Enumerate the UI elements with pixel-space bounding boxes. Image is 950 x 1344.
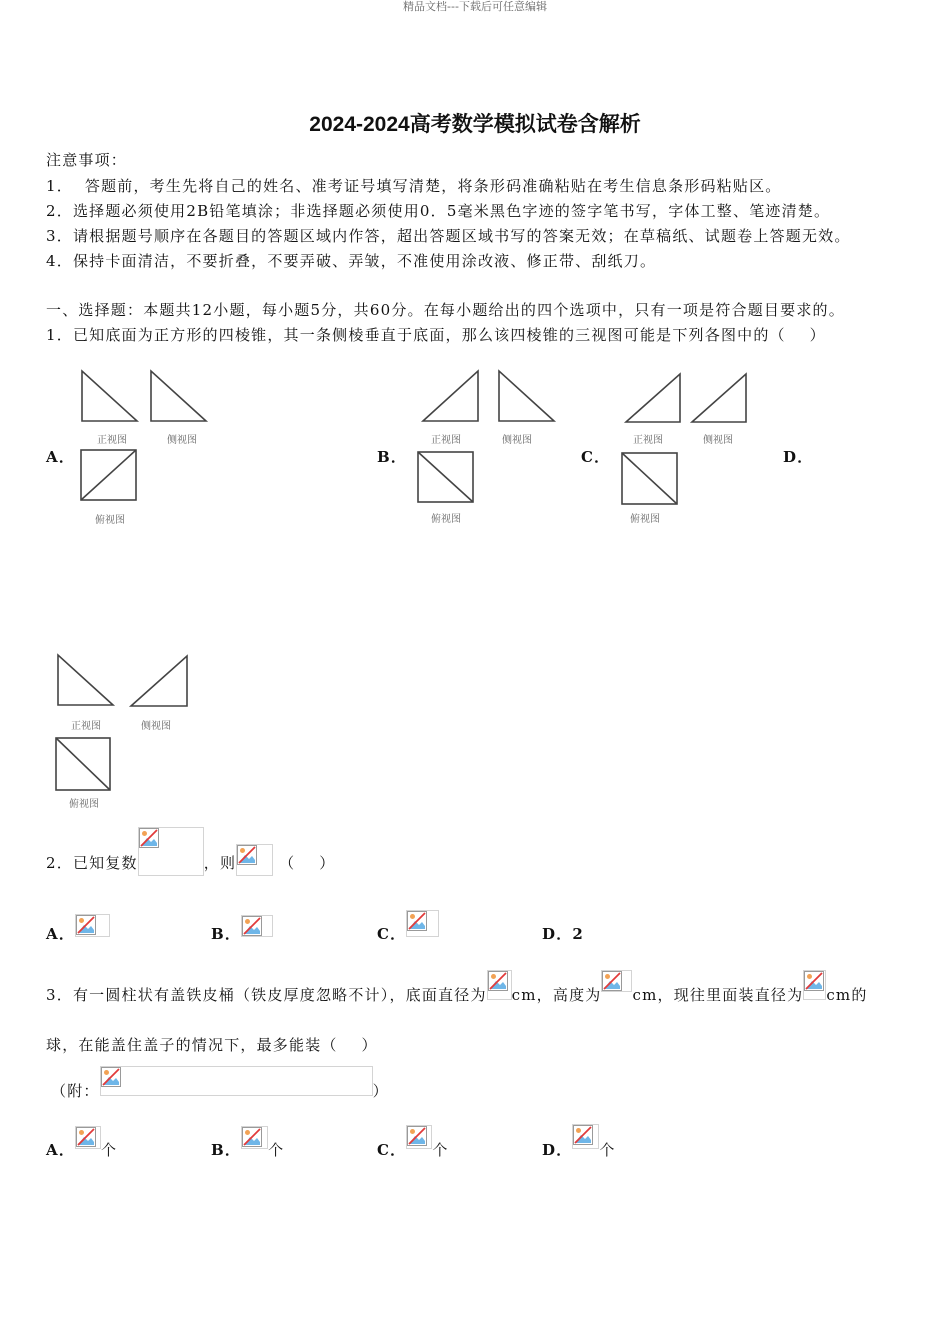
q2-option-a-label: A． <box>46 925 76 943</box>
q1-b-top-label: 俯视图 <box>431 514 461 525</box>
broken-image-icon <box>407 911 427 931</box>
q1-d-front-label: 正视图 <box>71 721 101 732</box>
q2-option-b-label: B． <box>211 925 242 943</box>
q2-option-c-label: C． <box>377 925 407 943</box>
notice-item-1: 1． 答题前，考生先将自己的姓名、准考证号填写清楚，将条形码准确粘贴在考生信息条形码粘贴区。 <box>46 177 782 195</box>
q1-option-a-label: A． <box>46 448 76 466</box>
q1-a-top-view-diagonal <box>81 450 136 500</box>
q3-option-c-unit: 个 <box>432 1141 449 1159</box>
q1-c-top-view-diagonal <box>622 453 677 504</box>
q2-stem-mid: ，则 <box>203 854 237 872</box>
notice-item-4: 4．保持卡面清洁，不要折叠，不要弄破、弄皱，不准使用涂改液、修正带、刮纸刀。 <box>46 252 657 270</box>
broken-image-icon <box>139 828 159 848</box>
q3-stem-line-2: 球，在能盖住盖子的情况下，最多能装（ ） <box>46 1036 378 1054</box>
broken-image-icon <box>573 1125 593 1145</box>
q1-b-top-view-diagonal <box>418 452 473 502</box>
q1-option-b-label: B． <box>377 448 408 466</box>
q3-option-b-label: B． <box>211 1141 242 1159</box>
broken-image-icon <box>242 916 262 936</box>
q1-stem: 1．已知底面为正方形的四棱锥，其一条侧棱垂直于底面，那么该四棱锥的三视图可能是下列各图中的（ ） <box>46 326 826 344</box>
notice-item-2: 2．选择题必须使用2B铅笔填涂；非选择题必须使用0．5毫米黑色字迹的签字笔书写，字体工整、笔迹清楚。 <box>46 202 831 220</box>
q3-option-b-image <box>241 1126 268 1149</box>
broken-image-icon <box>407 1126 427 1146</box>
header-watermark: 精品文档---下载后可任意编辑 <box>403 0 547 13</box>
broken-image-icon <box>101 1067 121 1087</box>
q1-b-side-label: 侧视图 <box>502 435 532 446</box>
q3-note-close: ） <box>372 1082 389 1100</box>
broken-image-icon <box>76 915 96 935</box>
q1-c-side-view <box>692 374 746 422</box>
q1-d-top-view <box>56 738 110 790</box>
q1-option-d-label: D． <box>783 448 814 466</box>
q1-b-front-view <box>423 371 478 421</box>
q3-option-d-image <box>572 1124 599 1149</box>
notice-heading: 注意事项： <box>46 151 128 169</box>
broken-image-icon <box>76 1127 96 1147</box>
q1-a-top-view <box>81 450 136 500</box>
q3-option-b-unit: 个 <box>268 1141 285 1159</box>
broken-image-icon <box>602 971 622 991</box>
page-title: 2024-2024高考数学模拟试卷含解析 <box>309 113 641 136</box>
q3-stem-part-1: 3．有一圆柱状有盖铁皮桶（铁皮厚度忽略不计），底面直径为 <box>46 986 487 1004</box>
q3-option-d-label: D． <box>542 1141 573 1159</box>
q3-option-b <box>211 1124 284 1160</box>
q1-a-side-label: 侧视图 <box>167 435 197 446</box>
q3-option-a-unit: 个 <box>101 1141 118 1159</box>
broken-image-icon <box>804 971 824 991</box>
q1-d-top-label: 俯视图 <box>69 799 99 810</box>
q1-c-top-label: 俯视图 <box>630 514 660 525</box>
q3-option-c-label: C． <box>377 1141 407 1159</box>
q1-a-front-view <box>82 371 137 421</box>
broken-image-icon <box>237 845 257 865</box>
q1-d-side-label: 侧视图 <box>141 721 171 732</box>
q2-option-a <box>46 914 110 944</box>
q1-b-top-view <box>418 452 473 502</box>
q2-option-b-image <box>241 915 273 937</box>
q1-b-side-view <box>499 371 554 421</box>
q3-stem-line-1 <box>46 970 868 1005</box>
q3-option-d <box>542 1124 616 1160</box>
notice-item-3: 3．请根据题号顺序在各题目的答题区域内作答，超出答题区域书写的答案无效；在草稿纸、试题卷上答题无效。 <box>46 227 851 245</box>
q2-stem <box>46 827 335 876</box>
q3-note-formula-image <box>100 1066 373 1096</box>
q3-stem-part-3: cm，现往里面装直径为 <box>632 986 804 1004</box>
q2-option-b <box>211 914 273 944</box>
q1-c-side-label: 侧视图 <box>703 435 733 446</box>
q3-option-a <box>46 1124 117 1160</box>
q2-option-c-image <box>406 910 439 937</box>
q1-a-side-view <box>151 371 206 421</box>
q2-option-d: D．2 <box>542 925 585 943</box>
q2-formula-image <box>138 827 204 876</box>
q1-a-front-label: 正视图 <box>97 435 127 446</box>
q1-d-side-view <box>131 656 187 706</box>
q3-note <box>51 1066 389 1101</box>
q3-option-c-image <box>406 1125 432 1149</box>
q1-c-front-label: 正视图 <box>633 435 663 446</box>
q2-stem-prefix: 2．已知复数 <box>46 854 138 872</box>
q2-stem-suffix: （ ） <box>279 854 336 872</box>
section-heading: 一、选择题：本题共12小题，每小题5分，共60分。在每小题给出的四个选项中，只有一项是符合题目要求的。 <box>46 301 845 319</box>
q1-option-c-label: C． <box>581 448 611 466</box>
q3-option-d-unit: 个 <box>599 1141 616 1159</box>
q2-expression-image <box>236 844 273 876</box>
q3-option-a-label: A． <box>46 1141 76 1159</box>
q1-a-top-label: 俯视图 <box>95 515 125 526</box>
q3-option-a-image <box>75 1126 101 1149</box>
q1-c-top-view <box>622 453 677 504</box>
q1-c-front-view <box>626 374 680 422</box>
q3-stem-part-4: cm的 <box>826 986 868 1004</box>
q1-d-front-view <box>58 655 113 705</box>
q3-option-c <box>377 1124 449 1160</box>
q3-height-image <box>601 970 632 992</box>
q2-option-a-image <box>75 914 110 937</box>
broken-image-icon <box>488 971 508 991</box>
q3-note-open: （附： <box>51 1082 100 1100</box>
q1-b-front-label: 正视图 <box>431 435 461 446</box>
broken-image-icon <box>242 1127 262 1147</box>
q3-diameter-image <box>487 970 512 1000</box>
q2-option-c <box>377 910 439 944</box>
q3-ball-diameter-image <box>803 970 826 1000</box>
q3-stem-part-2: cm，高度为 <box>511 986 602 1004</box>
q1-d-top-view-diagonal <box>56 738 110 790</box>
